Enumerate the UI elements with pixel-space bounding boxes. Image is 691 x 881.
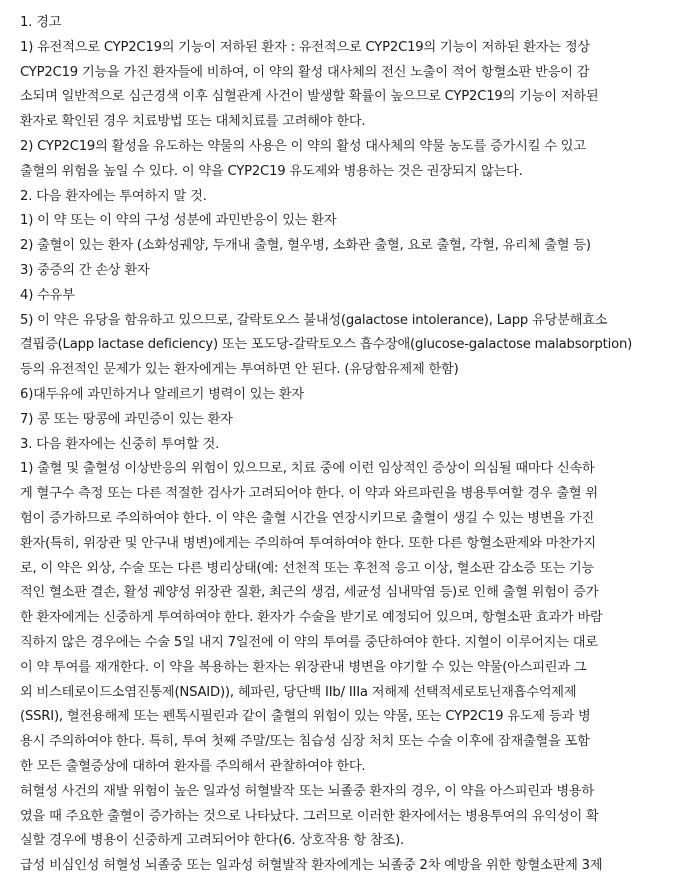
text-line: 허혈성 사건의 재발 위험이 높은 일과성 허혈발작 또는 뇌졸중 환자의 경우, 이 약을 아스피린과 병용하 [20, 783, 594, 799]
text-line: 로, 이 약은 외상, 수술 또는 다른 병리상태(예: 선천적 또는 후천적 응고 이상, 혈소판 감소증 또는 기능 [20, 560, 595, 576]
section-heading-contraindications: 2. 다음 환자에는 투여하지 말 것. [20, 188, 207, 204]
text-line: 3) 중증의 간 손상 환자 [20, 262, 150, 278]
text-line: 소되며 일반적으로 심근경색 이후 심혈관계 사건이 발생할 확률이 높으므로 CYP2C19의 기능이 저하된 [20, 89, 599, 105]
text-line: 실할 경우에 병용이 신중하게 고려되어야 한다(6. 상호작용 항 참조). [20, 833, 405, 849]
text-line: 한 모든 출혈증상에 대하여 환자를 주의해서 관찰하여야 한다. [20, 758, 366, 774]
text-line: 등의 유전적인 문제가 있는 환자에게는 투여하면 안 된다. (유당함유제제 한함) [20, 362, 459, 378]
section-heading-precautions: 3. 다음 환자에는 신중히 투여할 것. [20, 436, 220, 452]
text-line: 외 비스테로이드소염진통제(NSAID)), 헤파린, 당단백 IIb/ IIIa 저해제 선택적세로토닌재흡수억제제 [20, 684, 577, 700]
text-line: (SSRI), 혈전용해제 또는 펜톡시필린과 같이 출혈의 위험이 있는 약물, 또는 CYP2C19 유도제 등과 병 [20, 709, 591, 725]
text-line: 였을 때 주요한 출혈이 증가하는 것으로 나타났다. 그러므로 이러한 환자에서는 병용투여의 유익성이 확 [20, 808, 599, 824]
text-line: 게 혈구수 측정 또는 다른 적절한 검사가 고려되어야 한다. 이 약과 와르파린을 병용투여할 경우 출혈 위 [20, 486, 598, 502]
text-line: 5) 이 약은 유당을 함유하고 있으므로, 갈락토오스 불내성(galactose intolerance), Lapp 유당분해효소 [20, 312, 608, 328]
text-line: 6)대두유에 과민하거나 알레르기 병력이 있는 환자 [20, 386, 304, 402]
text-line: 4) 수유부 [20, 287, 75, 303]
text-line: 2) CYP2C19의 활성을 유도하는 약물의 사용은 이 약의 활성 대사체의 약물 농도를 증가시킬 수 있고 [20, 138, 586, 154]
text-line: 직하지 않은 경우에는 수술 5일 내지 7일전에 이 약의 투여를 중단하여야 한다. 지혈이 이루어지는 대로 [20, 634, 598, 650]
text-line: 적인 혈소판 결손, 활성 궤양성 위장관 질환, 최근의 생검, 세균성 심내막염 등)로 인해 출혈 위험이 증가 [20, 585, 599, 601]
text-line: 용시 주의하여야 한다. 특히, 투여 첫째 주말/또는 침습성 심장 처치 또는 수술 이후에 잠재출혈을 포함 [20, 734, 590, 750]
text-line: 험이 증가하므로 주의하여야 한다. 이 약은 출혈 시간을 연장시키므로 출혈이 생길 수 있는 병변을 가진 [20, 510, 594, 526]
text-line: 1) 출혈 및 출혈성 이상반응의 위험이 있으므로, 치료 중에 이런 임상적인 증상이 의심될 때마다 신속하 [20, 461, 595, 477]
text-line: 환자(특히, 위장관 및 안구내 병변)에게는 주의하여 투여하여야 한다. 또한 다른 항혈소판제와 마찬가지 [20, 535, 596, 551]
text-line: 환자로 확인된 경우 치료방법 또는 대체치료를 고려해야 한다. [20, 114, 366, 130]
text-line: 1) 유전적으로 CYP2C19의 기능이 저하된 환자 : 유전적으로 CYP2C19의 기능이 저하된 환자는 정상 [20, 39, 590, 55]
document-body [20, 11, 685, 879]
text-line: 1) 이 약 또는 이 약의 구성 성분에 과민반응이 있는 환자 [20, 213, 337, 229]
text-line: 출혈의 위험을 높일 수 있다. 이 약을 CYP2C19 유도제와 병용하는 것은 권장되지 않는다. [20, 163, 523, 179]
text-line: 한 환자에게는 신중하게 투여하여야 한다. 환자가 수술을 받기로 예정되어 있으며, 항혈소판 효과가 바람 [20, 610, 603, 626]
text-line: 결핍증(Lapp lactase deficiency) 또는 포도당-갈락토오스 흡수장애(glucose-galactose malabsorption) [20, 337, 633, 353]
text-line: 2) 출혈이 있는 환자 (소화성궤양, 두개내 출혈, 혈우병, 소화관 출혈, 요로 출혈, 각혈, 유리체 출혈 등) [20, 238, 591, 254]
text-line: 급성 비심인성 허혈성 뇌졸중 또는 일과성 허혈발작 환자에게는 뇌졸중 2차 예방을 위한 항혈소판제 3제 [20, 858, 603, 874]
section-heading-warnings: 1. 경고 [20, 15, 62, 30]
text-line: CYP2C19 기능을 가진 환자들에 비하여, 이 약의 활성 대사체의 전신 노출이 적어 항혈소판 반응이 감 [20, 64, 590, 80]
text-line: 7) 콩 또는 땅콩에 과민증이 있는 환자 [20, 411, 233, 427]
text-line: 이 약 투여를 재개한다. 이 약을 복용하는 환자는 위장관내 병변을 야기할 수 있는 약물(아스피린과 그 [20, 659, 587, 675]
